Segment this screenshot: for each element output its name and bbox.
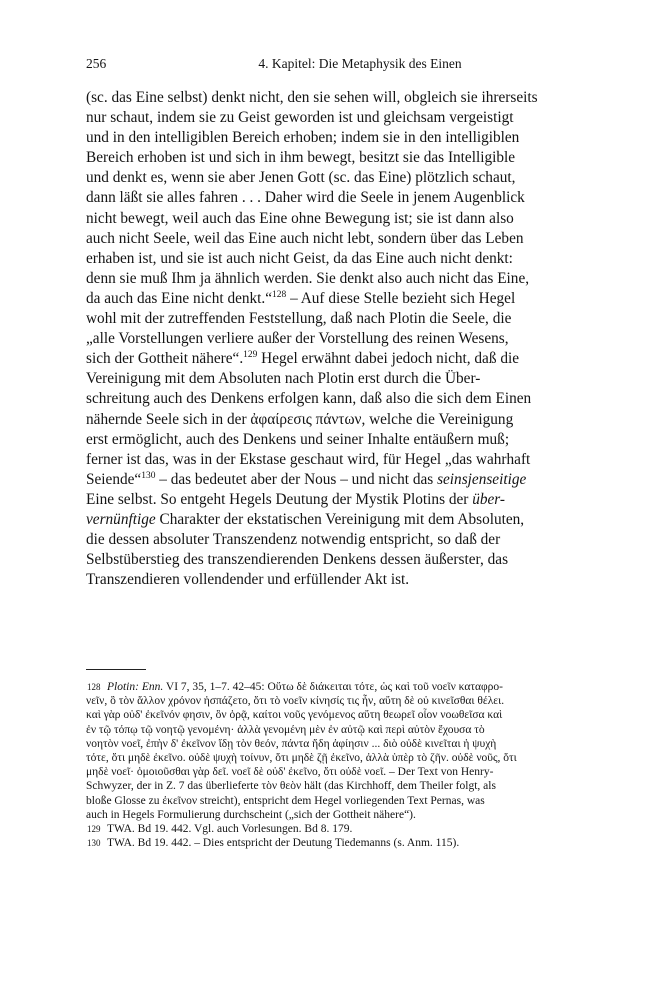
text-run: sich der Gottheit nähere“. xyxy=(86,350,244,368)
italic-term: über- xyxy=(472,490,506,508)
text-line xyxy=(86,470,594,490)
running-header xyxy=(86,56,572,76)
footnote-number: 128 xyxy=(87,682,101,692)
footnote-ref: 129 xyxy=(243,350,258,361)
footnote-line: μηδὲ νοεῖ· ὁμοιοῦσθαι γὰρ δεῖ. νοεῖ δὲ οὐδ' ἐκεῖνο, ὅτι οὐδὲ νοεῖ. – Der Text von Henry- xyxy=(86,766,494,779)
text-line: nur schaut, indem sie zu Geist geworden ist und gleichsam vergeistigt xyxy=(86,109,514,127)
text-run: Hegel erwähnt dabei jedoch nicht, daß die xyxy=(257,350,520,368)
text-run: da auch das Eine nicht denkt.“ xyxy=(86,289,273,307)
text-run: – Auf diese Stelle bezieht sich Hegel xyxy=(286,289,516,307)
footnote-rule xyxy=(86,669,146,670)
footnote-line xyxy=(86,836,594,850)
footnote-ref: 130 xyxy=(141,470,156,481)
text-run: nähernde Seele sich in der xyxy=(86,410,251,428)
text-line: Selbstüberstieg des transzendierenden Denkens dessen äußerster, das xyxy=(86,551,509,569)
footnote-line: καὶ γὰρ οὐδ' ἐκεῖνόν φησιν, ὃν ὁρᾷ, καίτοι νοῦς γενόμενος αὕτη θεωρεῖ οἷον νοωθεῖσα καὶ xyxy=(86,709,503,722)
footnote-number: 129 xyxy=(87,824,101,835)
running-head: 4. Kapitel: Die Metaphysik des Einen xyxy=(258,56,462,71)
text-line: schreitung auch des Denkens erfolgen kann, daß also die sich dem Einen xyxy=(86,390,532,408)
text-line: Bereich erhoben ist und sich in ihm bewegt, besitzt sie das Intelligible xyxy=(86,149,516,167)
footnote-line: Schwyzer, der in Z. 7 das überlieferte τὸν θεὸν hält (das Kirchhoff, dem Theiler folgt, als xyxy=(86,780,496,793)
text-line: nicht bewegt, weil auch das Eine ohne Bewegung ist; sie ist dann also xyxy=(86,209,514,227)
footnote-line: νοητὸν νοεῖ, ἐπὴν δ' ἐκεῖνον ἴδῃ τὸν θεόν, πάντα ἤδη ἀφίησιν ... διὸ οὐδὲ κινεῖται ἡ ψυχὴ xyxy=(86,737,497,750)
main-text xyxy=(86,88,594,590)
text-line: wohl mit der zutreffenden Feststellung, daß nach Plotin die Seele, die xyxy=(86,310,512,328)
text-line: Vereinigung mit dem Absoluten nach Plotin erst durch die Über- xyxy=(86,370,481,388)
text-run: , welche die Vereinigung xyxy=(361,410,514,428)
footnote-line: τότε, ὅτι μηδὲ ἐκεῖνο. οὐδὲ ψυχὴ τοίνυν, ὅτι μηδὲ ζῇ ἐκεῖνο, ἀλλὰ ὑπὲρ τὸ ζῆν. οὐδὲ νοῦς, ὅτι xyxy=(86,752,517,765)
text-line xyxy=(86,349,594,369)
footnote-ref: 128 xyxy=(272,289,287,300)
footnote-text: VI 7, 35, 1–7. 42–45: Οὕτω δὲ διάκειται τότε, ὡς καὶ τοῦ νοεῖν καταφρο- xyxy=(163,681,503,693)
footnote-number: 130 xyxy=(87,838,101,849)
text-line: dann läßt sie alles fahren . . . Daher wird die Seele in jenem Augenblick xyxy=(86,189,525,207)
footnote-line: νεῖν, ὃ τὸν ἄλλον χρόνον ἠσπάζετο, ὅτι τὸ νοεῖν κίνησίς τις ἦν, αὕτη δὲ οὐ κινεῖσθαι θέλει. xyxy=(86,695,505,708)
footnote-130 xyxy=(86,836,594,850)
text-line: „alle Vorstellungen verliere außer der Vorstellung des reinen Wesens, xyxy=(86,330,509,348)
text-line: Transzendieren vollendender und erfüllender Akt ist. xyxy=(86,571,410,589)
footnote-line: ἐν τῷ τόπῳ τῷ νοητῷ γενομένη· ἀλλὰ γενομένη μὲν ἐν αὐτῷ καὶ περὶ αὐτὸν ἔχουσα τὸ xyxy=(86,723,485,736)
text-line xyxy=(86,289,594,309)
footnote-line: auch in Hegels Formulierung durchscheint („sich der Gottheit nähere“). xyxy=(86,808,416,821)
footnote-129 xyxy=(86,822,594,836)
text-run: – das bedeutet aber der Nous – und nicht das xyxy=(155,470,438,488)
text-run: Eine selbst. So entgeht Hegels Deutung der Mystik Plotins der xyxy=(86,490,473,508)
text-line: (sc. das Eine selbst) denkt nicht, den sie sehen will, obgleich sie ihrerseits xyxy=(86,89,538,106)
text-line xyxy=(86,490,594,510)
footnote-text: TWA. Bd 19. 442. Vgl. auch Vorlesungen. Bd 8. 179. xyxy=(107,823,353,836)
text-line: ferner ist das, was in der Ekstase geschaut wird, für Hegel „das wahrhaft xyxy=(86,450,531,468)
greek-phrase: ἀφαίρεσις πάντων xyxy=(250,410,362,428)
text-run: Charakter der ekstatischen Vereinigung mit dem Absoluten, xyxy=(155,510,525,528)
italic-term: vernünftige xyxy=(86,510,156,528)
italic-term: seinsjenseitige xyxy=(437,470,527,488)
footnote-line xyxy=(86,822,594,836)
text-line: denn sie muß Ihm ja ähnlich werden. Sie denkt also auch nicht das Eine, xyxy=(86,269,530,287)
footnote-128 xyxy=(86,680,594,822)
footnote-line: bloße Glosse zu ἐκεῖνον streicht), entspricht dem Hegel vorliegenden Text Pernas, was xyxy=(86,794,485,807)
text-line: erst ermöglicht, auch des Denkens und seiner Inhalte entäußern muß; xyxy=(86,430,510,448)
citation: Plotin: Enn. xyxy=(107,681,164,693)
text-line xyxy=(86,410,594,430)
text-line: und denkt es, wenn sie aber Jenen Gott (sc. das Eine) plötzlich schaut, xyxy=(86,169,516,187)
text-line: erhaben ist, und sie ist auch nicht Geist, da das Eine auch nicht denkt: xyxy=(86,249,513,267)
page-number: 256 xyxy=(86,56,107,71)
text-line: und in den intelligiblen Bereich erhoben; indem sie in den intelligiblen xyxy=(86,129,520,147)
text-line xyxy=(86,510,594,530)
footnote-line xyxy=(86,680,594,694)
text-line: auch nicht Seele, weil das Eine auch nicht lebt, sondern über das Leben xyxy=(86,229,524,247)
footnote-text: TWA. Bd 19. 442. – Dies entspricht der Deutung Tiedemanns (s. Anm. 115). xyxy=(107,837,460,850)
text-run: Seiende“ xyxy=(86,470,142,488)
text-line: die dessen absoluter Transzendenz notwendig entspricht, so daß der xyxy=(86,531,501,549)
footnotes xyxy=(86,680,594,850)
